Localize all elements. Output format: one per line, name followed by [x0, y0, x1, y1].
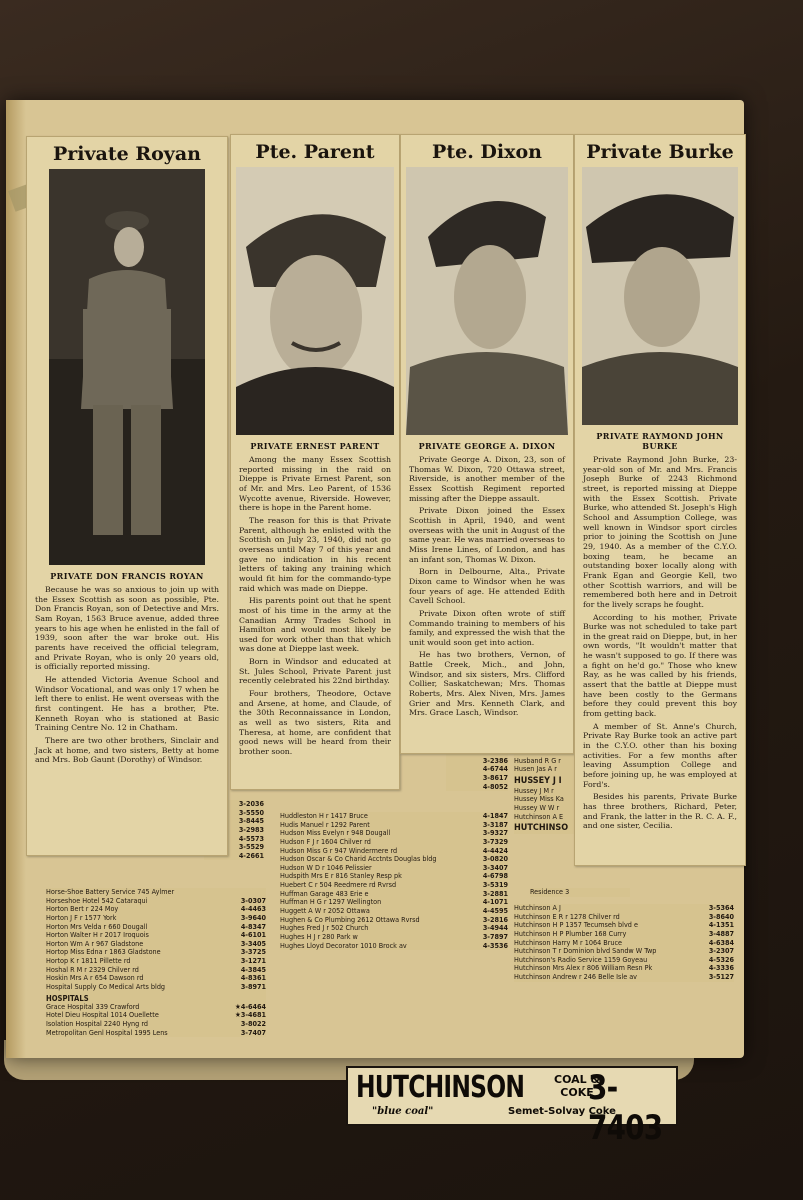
photo-dixon — [406, 167, 568, 435]
directory-name: Hotel Dieu Hospital 1014 Ouellette — [46, 1010, 159, 1020]
directory-name: Hutchinson A E — [514, 811, 564, 821]
residence-line: Residence 3 — [530, 888, 630, 897]
caption-burke: PRIVATE RAYMOND JOHN BURKE — [596, 431, 724, 451]
directory-right-column — [514, 748, 578, 834]
directory-phone: 3-0820 — [482, 854, 508, 864]
directory-phone: 3-8617 — [482, 772, 508, 782]
directory-phone: 4-8361 — [240, 973, 266, 983]
directory-phone: 3-2307 — [708, 946, 734, 956]
directory-name: Hussey Miss Ka — [514, 794, 564, 804]
article-burke — [575, 455, 745, 831]
directory-phone: 3-0307 — [240, 895, 266, 905]
directory-row — [46, 1029, 266, 1038]
directory-name: Horse-Shoe Battery Service 745 Aylmer — [46, 887, 175, 896]
directory-name: Metropolitan Genl Hospital 1995 Lens — [46, 1027, 168, 1037]
paragraph: There are two other brothers, Sinclair and Jack at home, and two sisters, Betty at home and Mrs. Bob Gaunt (Dorothy) of Windsor. — [35, 735, 219, 765]
directory-name: Hughes H J r 280 Park w — [280, 931, 358, 941]
directory-phone: 3-7897 — [482, 931, 508, 941]
directory-name: Hughes Fred J r 502 Church — [280, 923, 369, 933]
paragraph: Because he was so anxious to join up with the Essex Scottish as soon as possible, Pte. Don Francis Royan, son of Detective and Mrs. Sam Royan, 1563 Bruce avenue, added three years to his age when he enlisted in the fall of 1939, soon after the war broke out. His parents have received the official telegram, and Private Royan, who is only 20 years old, is officially reported missing. — [35, 585, 219, 672]
directory-name: Hortop Miss Edna r 1863 Gladstone — [46, 947, 161, 957]
directory-name: Hutchinson Harry M r 1064 Bruce — [514, 937, 622, 947]
directory-name: Hutchinson's Radio Service 1159 Goyeau — [514, 954, 648, 964]
paragraph: Private Raymond John Burke, 23-year-old son of Mr. and Mrs. Francis Joseph Burke of 2243 Richmond street, is reported missing at Dieppe with the Essex Scottish. Private Burke, who attended St. Joseph's High School and Assumption College, was well known in Windsor sport circles prior to joining the Scottish on June 29, 1940. As a member of the C.Y.O. boxing team, he became an outstanding boxer locally along with Frank Egan and Georgie Kell, two other Scottish warriors, and will be remembered both here and in Detroit for the lively scraps he fought. — [583, 455, 737, 609]
advert-tagline: "blue coal" — [372, 1106, 434, 1117]
directory-phone: 3-5127 — [708, 972, 734, 982]
directory-name: Hutchinson Mrs Alex r 806 William Resn Pk — [514, 963, 653, 973]
directory-phone: 4-4595 — [482, 906, 508, 916]
directory-name: Horton Mrs Velda r 660 Dougall — [46, 921, 148, 931]
directory-phone: 3-4887 — [708, 928, 734, 938]
directory-phone: 3-3407 — [482, 862, 508, 872]
paragraph: The reason for this is that Private Parent, although he enlisted with the Scottish on July 23, 1940, did not go overseas until May 7 of this year and gave no indication in his recent letters of taking any training which would fit him for the commando-type raid which was made on Dieppe. — [239, 515, 391, 593]
directory-phone: 4-6384 — [708, 937, 734, 947]
directory-name: Husband R G r — [514, 755, 561, 765]
directory-phone: 4-3845 — [240, 964, 266, 974]
directory-row — [280, 942, 508, 951]
scrapbook-page — [6, 100, 744, 1148]
caption-parent: PRIVATE ERNEST PARENT — [250, 441, 380, 451]
directory-phone: 4-3336 — [708, 963, 734, 973]
directory-name: Huffman H G r 1297 Wellington — [280, 897, 382, 907]
directory-name: Hutchinson H P 1357 Tecumseh blvd e — [514, 920, 638, 930]
directory-phone: 3-5529 — [238, 842, 264, 852]
advert-brand: Semet-Solvay Coke — [508, 1106, 616, 1117]
clipping-parent — [230, 134, 400, 790]
paragraph: His parents point out that he spent most of his time in the army at the Canadian Army Trades School in Hamilton and would most likely be used for work other than that which was done at Dieppe last week. — [239, 596, 391, 654]
directory-phone: 3-7329 — [482, 836, 508, 846]
directory-name: Hussey J M r — [514, 785, 554, 795]
directory-phone: 4-4424 — [482, 845, 508, 855]
directory-phone: 4-5326 — [708, 954, 734, 964]
directory-name: Horton Wm A r 967 Gladstone — [46, 938, 144, 948]
paragraph: He has two brothers, Vernon, of Battle Creek, Mich., and John, Windsor, and six sisters, Mrs. Clifford Collier, Saskatchewan; Mrs. Thomas Roberts, Mrs. Alex Niven, Mrs. James Grier and Mrs. Kenneth Clark, and Mrs. Grace Lasch, Windsor. — [409, 650, 565, 718]
directory-phone: 3-2881 — [482, 888, 508, 898]
directory-phone: 4-5573 — [238, 833, 264, 843]
directory-name: Hutchinson E R r 1278 Chilver rd — [514, 911, 620, 921]
directory-phone: 4-8052 — [482, 781, 508, 791]
directory-name: Hudson W D r 1046 Pelissier — [280, 862, 372, 872]
directory-phone: 3-8022 — [240, 1019, 266, 1029]
directory-name: Husen Jas A r — [514, 764, 557, 774]
directory-phone: 4-1071 — [482, 897, 508, 907]
directory-name: Horton Bert r 224 Moy — [46, 904, 119, 914]
caption-royan: PRIVATE DON FRANCIS ROYAN — [50, 571, 204, 581]
hutchinson-coal-advert — [346, 1066, 678, 1148]
hospitals-heading: HOSPITALS — [46, 993, 89, 1003]
directory-middle-top-phones — [446, 748, 508, 791]
directory-phone: 4-8347 — [240, 921, 266, 931]
photo-royan — [49, 169, 205, 565]
headline-burke: Private Burke — [586, 141, 734, 163]
paragraph: Private George A. Dixon, 23, son of Thomas W. Dixon, 720 Ottawa street, Riverside, is another member of the Essex Scottish Regiment reported missing after the Dieppe assault. — [409, 455, 565, 503]
directory-name: Hudson Oscar & Co Charid Acctnts Douglas bldg — [280, 854, 437, 864]
directory-phone: 3-3187 — [482, 819, 508, 829]
paragraph: Besides his parents, Private Burke has three brothers, Richard, Peter, and Frank, the latter in the R. C. A. F., and one sister, Cecilia. — [583, 792, 737, 831]
directory-name: Horton Walter H r 2017 Iroquois — [46, 930, 149, 940]
directory-name: Huddleston H r 1417 Bruce — [280, 811, 368, 820]
photo-burke — [582, 167, 738, 425]
directory-name: Hoskin Mrs A r 654 Dawson rd — [46, 973, 144, 983]
directory-phone: 3-7407 — [240, 1027, 266, 1037]
directory-phone: 3-2036 — [238, 799, 264, 808]
paragraph: He attended Victoria Avenue School and Windsor Vocational, and was only 17 when he left there to enlist. He went overseas with the first contingent. He has a brother, Pte. Kenneth Royan who is stationed at Basic Training Centre No. 12 in Chatham. — [35, 674, 219, 733]
directory-name: Hospital Supply Co Medical Arts bldg — [46, 982, 166, 992]
directory-row — [514, 973, 734, 982]
directory-phone: 3-8971 — [240, 982, 266, 992]
directory-phone: ★4-6464 — [235, 1001, 266, 1011]
directory-name: Hortop K r 1811 Pillette rd — [46, 956, 131, 966]
directory-name: Hudspith Mrs E r 816 Stanley Resp pk — [280, 871, 402, 881]
directory-name: Hussey W W r — [514, 803, 560, 812]
directory-left-column — [46, 888, 266, 1037]
directory-phone: 3-5319 — [482, 880, 508, 890]
advert-product-line1: COAL & — [554, 1073, 601, 1086]
directory-name: Hudson F J r 1604 Chilver rd — [280, 836, 371, 846]
directory-phone: 4-3536 — [482, 940, 508, 950]
article-dixon — [401, 455, 573, 718]
directory-phone: 3-2983 — [238, 824, 264, 834]
directory-phone: 4-6101 — [240, 930, 266, 940]
paragraph: Among the many Essex Scottish reported missing in the raid on Dieppe is Private Ernest Parent, son of Mr. and Mrs. Leo Parent, of 1536 Wycotte avenue, Riverside. However, there is hope in the Parent home. — [239, 455, 391, 513]
paragraph: Four brothers, Theodore, Octave and Arsene, at home, and Claude, of the 30th Reconnaissance in London, as well as two sisters, Rita and Theresa, at home, are confident that good news will be heard from their brother soon. — [239, 689, 391, 757]
directory-middle-column — [280, 812, 508, 950]
headline-dixon: Pte. Dixon — [432, 141, 542, 163]
paragraph: Born in Windsor and educated at St. Jules School, Private Parent just recently celebrated his 22nd birthday. — [239, 657, 391, 686]
directory-right-bottom — [514, 904, 734, 982]
directory-phone: 3-1271 — [240, 956, 266, 966]
directory-name: Horseshoe Hotel 542 Cataraqui — [46, 895, 148, 905]
directory-phone: ★3-4681 — [235, 1010, 266, 1020]
clipping-royan — [26, 136, 228, 856]
directory-name: Huebert C r 504 Reedmere rd Rvrsd — [280, 880, 397, 890]
directory-row — [46, 983, 266, 992]
paragraph: A member of St. Anne's Church, Private Ray Burke took an active part in the C.Y.O. other than his boxing activities. For a few months after leaving Assumption College and before joining up, he was employed at Ford's. — [583, 721, 737, 789]
directory-phone: 4-4463 — [240, 904, 266, 914]
directory-name: Huggett A W r 2052 Ottawa — [280, 906, 370, 916]
paragraph: Private Dixon often wrote of stiff Commando training to members of his family, and expressed the wish that the unit would soon get into action. — [409, 608, 565, 647]
advert-product-line2: COKE — [560, 1085, 594, 1099]
directory-name: Hutchinson T r Dominion blvd Sandw W Twp — [514, 946, 657, 956]
directory-name: Hutchinson H P Plumber 168 Curry — [514, 928, 627, 938]
directory-phone: 3-5364 — [708, 903, 734, 912]
directory-heading-hutchinson: HUTCHINSO — [514, 823, 569, 834]
directory-name: Hudis Manuel r 1292 Parent — [280, 819, 370, 829]
advert-phone: 3-7403 — [588, 1068, 663, 1148]
page-binding — [6, 100, 26, 1058]
directory-name: Hudson Miss Evelyn r 948 Dougall — [280, 828, 391, 838]
directory-phone: 3-9640 — [240, 912, 266, 922]
directory-phone: 4-1847 — [482, 811, 508, 820]
directory-phone: 3-8445 — [238, 816, 264, 826]
caption-dixon: PRIVATE GEORGE A. DIXON — [418, 441, 556, 451]
headline-royan: Private Royan — [53, 143, 201, 165]
directory-name: Huffman Garage 483 Erie e — [280, 888, 369, 898]
directory-phone: 3-2816 — [482, 914, 508, 924]
directory-name: Hughen & Co Plumbing 2612 Ottawa Rvrsd — [280, 914, 420, 924]
paragraph: Private Dixon joined the Essex Scottish in April, 1940, and went overseas with the unit in August of the same year. He was married overseas to Miss Irene Lines, of London, and has an infant son, Thomas W. Dixon. — [409, 506, 565, 564]
directory-phone: 4-6744 — [482, 764, 508, 774]
photo-parent — [236, 167, 394, 435]
directory-name: Hudson Miss G r 947 Windermere rd — [280, 845, 398, 855]
paragraph: Born in Delbourne, Alta., Private Dixon came to Windsor when he was four years of age. He attended Edith Cavell School. — [409, 567, 565, 606]
directory-phone: 3-4944 — [482, 923, 508, 933]
directory-phone: 4-1351 — [708, 920, 734, 930]
directory-name: Horton J F r 1577 York — [46, 912, 117, 922]
directory-name: Isolation Hospital 2240 Hyng rd — [46, 1019, 148, 1029]
directory-phone: 3-5550 — [238, 807, 264, 817]
directory-phone: 3-8640 — [708, 911, 734, 921]
directory-name: Hutchinson A J — [514, 903, 561, 912]
headline-parent: Pte. Parent — [255, 141, 375, 163]
directory-name: Hoshal R M r 2329 Chilver rd — [46, 964, 139, 974]
directory-row — [514, 813, 578, 822]
paragraph: According to his mother, Private Burke was not scheduled to take part in the great raid on Dieppe, but, in her own words, "It wouldn't matter that he wasn't supposed to go. If there was a fight on he'd go." Those who knew Ray, as he was called by his friends, assert that the battle at Dieppe must have been costly to the Germans before they could prevent this boy from getting back. — [583, 612, 737, 719]
clipping-dixon — [400, 134, 574, 754]
directory-phone: 4-6798 — [482, 871, 508, 881]
directory-phone: 3-3725 — [240, 947, 266, 957]
clipping-burke — [574, 134, 746, 866]
directory-name: Grace Hospital 339 Crawford — [46, 1001, 140, 1011]
directory-row — [514, 765, 578, 774]
directory-name: Hughes Lloyd Decorator 1010 Brock av — [280, 940, 407, 950]
directory-phone: 3-3405 — [240, 938, 266, 948]
advert-name: HUTCHINSON — [356, 1070, 525, 1105]
directory-heading-hussey: HUSSEY J I — [514, 775, 562, 786]
directory-name: Hutchinson Andrew r 246 Belle Isle av — [514, 972, 638, 982]
directory-phone: 4-2661 — [238, 850, 264, 860]
article-royan — [27, 585, 227, 765]
directory-phone: 3-9327 — [482, 828, 508, 838]
article-parent — [231, 455, 399, 757]
directory-phone: 3-2386 — [482, 755, 508, 765]
